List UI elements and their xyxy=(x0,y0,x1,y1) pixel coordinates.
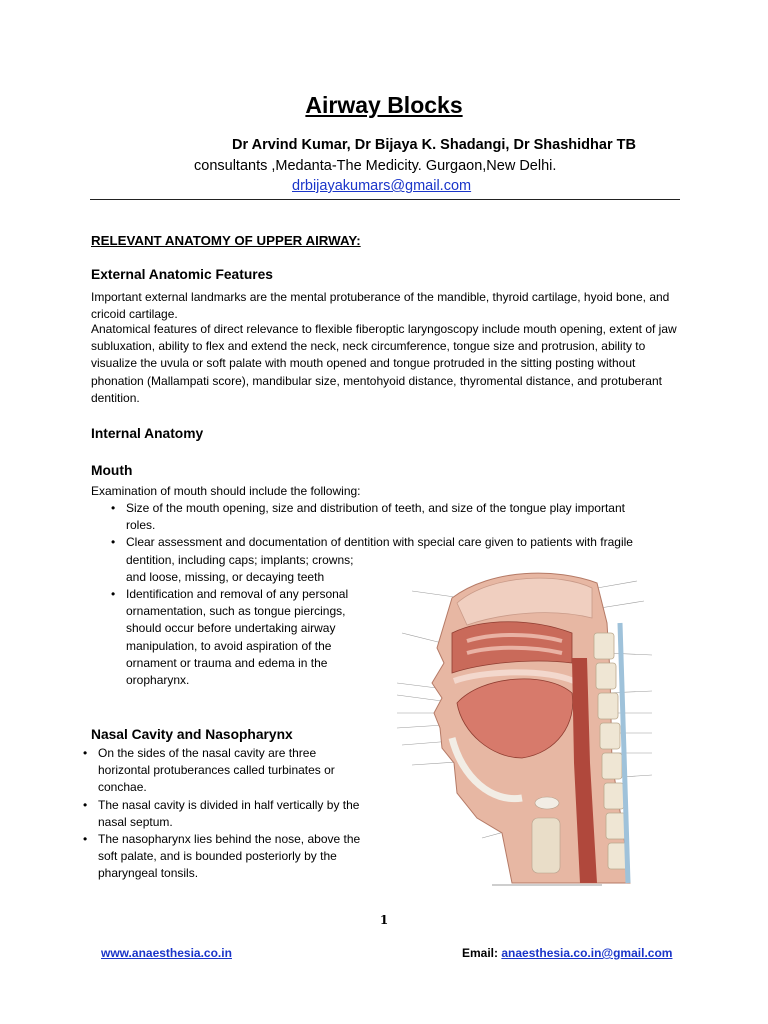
mouth-heading: Mouth xyxy=(91,463,133,478)
footer-email-link[interactable]: anaesthesia.co.in@gmail.com xyxy=(501,946,673,960)
internal-anatomy-heading: Internal Anatomy xyxy=(91,426,204,441)
list-item-line: roles. xyxy=(126,518,156,533)
list-item-line: pharyngeal tonsils. xyxy=(98,866,199,881)
section-heading: RELEVANT ANATOMY OF UPPER AIRWAY: xyxy=(91,233,361,248)
affiliation-line: consultants ,Medanta-The Medicity. Gurgaon,New Delhi. xyxy=(194,158,557,174)
list-item-line: and loose, missing, or decaying teeth xyxy=(126,569,325,584)
website-link[interactable]: www.anaesthesia.co.in xyxy=(101,946,232,960)
list-item-line: oropharynx. xyxy=(126,673,190,688)
external-features-heading: External Anatomic Features xyxy=(91,267,273,282)
footer-email xyxy=(462,946,672,960)
list-item-line: • The nasal cavity is divided in half vertically by the xyxy=(98,797,360,812)
nasal-bullet-list xyxy=(98,745,360,883)
list-item-line: • Size of the mouth opening, size and distribution of teeth, and size of the tongue play important xyxy=(126,501,625,515)
authors-line: Dr Arvind Kumar, Dr Bijaya K. Shadangi, Dr Shashidhar TB xyxy=(232,137,636,153)
mouth-intro-paragraph: Examination of mouth should include the following: xyxy=(91,484,361,498)
list-item-line: • Identification and removal of any personal xyxy=(126,587,349,602)
list-item-line: dentition, including caps; implants; crowns; xyxy=(126,552,354,567)
list-item-line: manipulation, to avoid aspiration of the xyxy=(126,638,332,653)
document-title: Airway Blocks xyxy=(305,92,463,118)
list-item-line: should occur before undertaking airway xyxy=(126,621,336,636)
list-item-line: • The nasopharynx lies behind the nose, above the xyxy=(98,832,361,847)
list-item xyxy=(98,745,360,797)
list-item-line: ornamentation, such as tongue piercings, xyxy=(126,604,346,619)
list-item-line: nasal septum. xyxy=(98,814,173,829)
author-email-link[interactable]: drbijayakumars@gmail.com xyxy=(292,178,472,194)
list-item-line: ornament or trauma and edema in the xyxy=(126,655,328,670)
sagittal-head-neck-anatomy-illustration xyxy=(382,563,672,893)
list-item-line: • On the sides of the nasal cavity are three xyxy=(98,746,317,760)
list-item xyxy=(126,500,633,534)
list-item-line: • Clear assessment and documentation of dentition with special care given to patients with fragile xyxy=(126,535,633,550)
list-item xyxy=(98,831,360,883)
footer-email-label: Email: xyxy=(462,946,502,960)
fiberoptic-features-paragraph: Anatomical features of direct relevance to flexible fiberoptic laryngoscopy include mouth opening, extent of jaw subluxation, ability to flex and extend the neck, neck circumference, tongue size and protrusion, ability to visualize the uvula or soft palate with mouth opened and tongue protruded in the sitting posting without phonation (Mallampati score), mandibular size, mentohyoid distance, thyromental distance, and protuberant dentition. xyxy=(91,322,677,405)
page-number: 1 xyxy=(379,913,389,927)
list-item-line: soft palate, and is bounded posteriorly by the xyxy=(98,849,337,864)
list-item-line: horizontal protuberances called turbinates or xyxy=(98,763,335,778)
list-item xyxy=(98,797,360,831)
header-divider xyxy=(90,199,680,200)
external-landmarks-paragraph: Important external landmarks are the mental protuberance of the mandible, thyroid cartilage, hyoid bone, and cricoid cartilage. xyxy=(91,290,670,322)
nasal-cavity-heading: Nasal Cavity and Nasopharynx xyxy=(91,727,293,742)
list-item-line: conchae. xyxy=(98,780,147,795)
